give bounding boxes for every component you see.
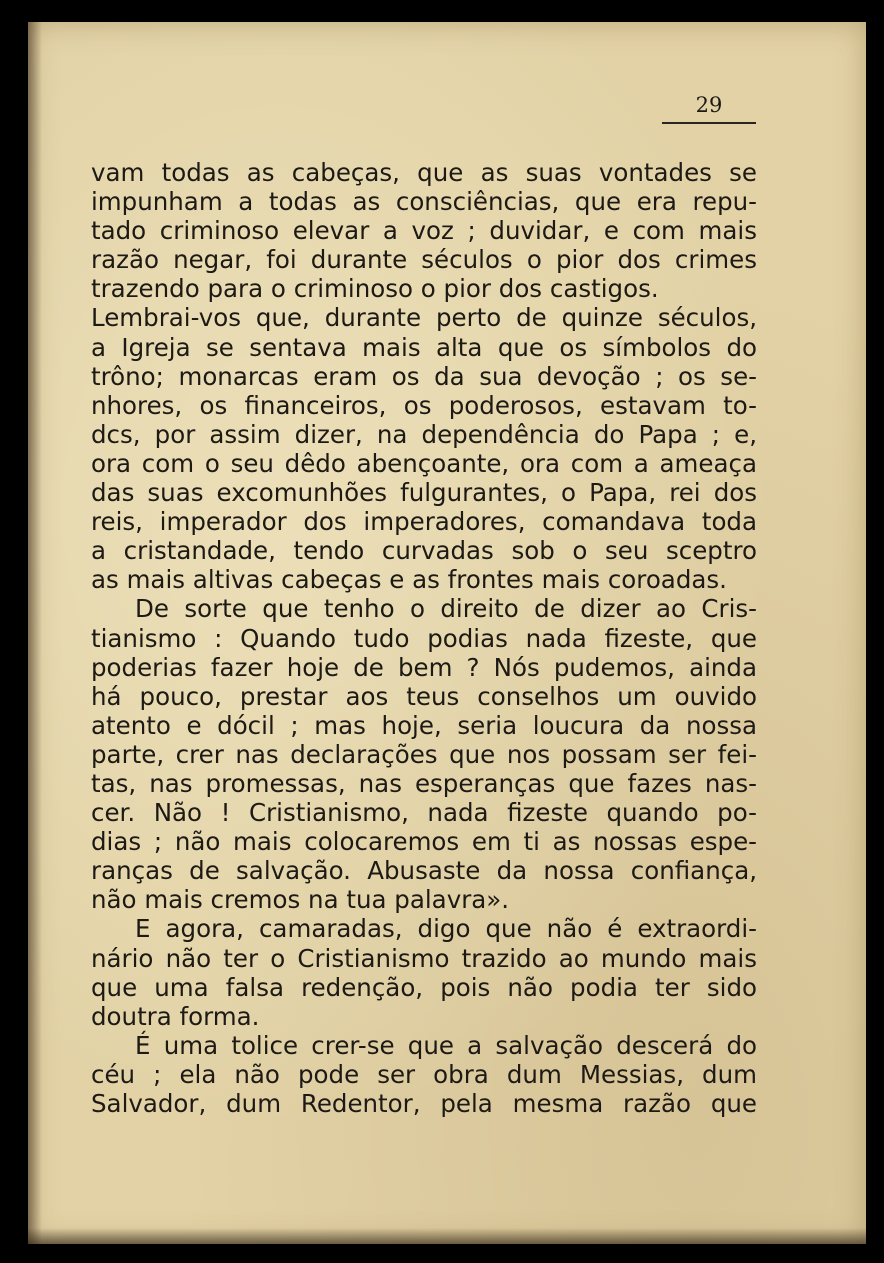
text-line: dias ; não mais colocaremos em ti as nossas espe-	[91, 827, 757, 857]
text-line: trôno; monarcas eram os da sua devoção ; os se-	[91, 361, 757, 391]
text-line: E agora, camaradas, digo que não é extraordi-	[135, 914, 757, 944]
text-line: ora com o seu dêdo abençoante, ora com a ameaça	[91, 448, 757, 478]
text-line: não mais cremos na tua palavra».	[91, 885, 510, 915]
text-line: nário não ter o Cristianismo trazido ao mundo mais	[91, 943, 757, 973]
page-bottom-edge	[28, 1228, 866, 1244]
text-line: trazendo para o criminoso o pior dos castigos.	[91, 274, 659, 304]
text-line: céu ; ela não pode ser obra dum Messias, dum	[91, 1059, 757, 1089]
text-line: doutra forma.	[91, 1001, 260, 1031]
text-line: a Igreja se sentava mais alta que os símbolos do	[91, 332, 757, 362]
text-line: dcs, por assim dizer, na dependência do Papa ; e,	[91, 419, 757, 449]
page-number-underline	[662, 122, 756, 124]
text-line: ranças de salvação. Abusaste da nossa confiança,	[91, 856, 757, 886]
text-line: reis, imperador dos imperadores, comandava toda	[91, 507, 757, 537]
text-line: poderias fazer hoje de bem ? Nós pudemos, ainda	[91, 652, 757, 682]
text-line: há pouco, prestar aos teus conselhos um ouvido	[91, 681, 757, 711]
page-number: 29	[695, 93, 723, 117]
text-line: tas, nas promessas, nas esperanças que fazes nas-	[91, 768, 757, 798]
text-line: cer. Não ! Cristianismo, nada fizeste quando po-	[91, 798, 757, 828]
text-line: que uma falsa redenção, pois não podia ter sido	[91, 972, 757, 1002]
text-line: tianismo : Quando tudo podias nada fizeste, que	[91, 623, 757, 653]
text-line: De sorte que tenho o direito de dizer ao Cris-	[135, 594, 757, 624]
text-line: das suas excomunhões fulgurantes, o Papa, rei dos	[91, 478, 757, 508]
text-line: Salvador, dum Redentor, pela mesma razão que	[91, 1089, 757, 1118]
body-text	[91, 158, 757, 1118]
text-line: atento e dócil ; mas hoje, seria loucura da nossa	[91, 710, 757, 740]
text-line: É uma tolice crer-se que a salvação descerá do	[135, 1030, 757, 1060]
text-line: Lembrai-vos que, durante perto de quinze séculos,	[91, 303, 757, 333]
text-line: as mais altivas cabeças e as frontes mais coroadas.	[91, 565, 727, 595]
text-line: a cristandade, tendo curvadas sob o seu sceptro	[91, 536, 757, 566]
text-line: vam todas as cabeças, que as suas vontades se	[91, 158, 757, 187]
page-gutter-shadow	[28, 22, 42, 1244]
text-line: impunham a todas as consciências, que era repu-	[91, 187, 757, 217]
text-line: parte, crer nas declarações que nos possam ser fei-	[91, 739, 757, 769]
text-line: tado criminoso elevar a voz ; duvidar, e com mais	[91, 216, 757, 246]
text-line: razão negar, foi durante séculos o pior dos crimes	[91, 245, 757, 275]
text-line: nhores, os financeiros, os poderosos, estavam to-	[91, 390, 757, 420]
